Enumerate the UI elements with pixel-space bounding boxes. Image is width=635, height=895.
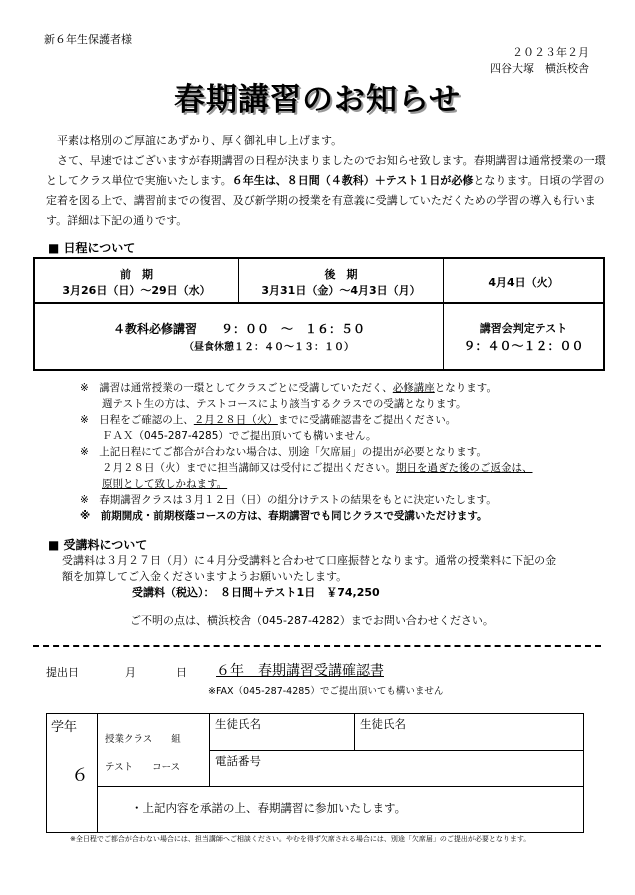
intro-required: ６年生は、８日間（４教科）＋テスト１日が必修 (231, 174, 474, 187)
fee-line2: 額を加算してご入金くださいますようお願いいたします。 (62, 570, 348, 583)
form-title: ６年 春期講習受講確認書 (216, 663, 384, 679)
notes (80, 380, 600, 524)
test-date: 4月4日（火） (488, 276, 559, 289)
lunch-break: （昼食休憩１２：４０～１３：１０） (184, 342, 354, 353)
schedule-table (33, 257, 605, 371)
fee-amount: 受講料（税込）： ８日間＋テスト1日 ￥74,250 (132, 586, 380, 599)
recipient: 新６年生保護者様 (44, 33, 132, 46)
note-3-line2b: 期日を過ぎた後のご返金は、 (396, 462, 533, 474)
note-2b: ２月２８日（火） (193, 414, 278, 426)
fee-heading: ■ 受講料について (48, 538, 148, 552)
class-label: 授業クラス 組 (105, 734, 181, 745)
student-name-label-2[interactable]: 生徒氏名 (360, 717, 406, 731)
note-3-line2a: ２月２８日（火）までに担当講師又は受付にご提出ください。 (102, 462, 396, 474)
issue-date: ２０２３年２月 (512, 46, 589, 59)
contact-info: ご不明の点は、横浜校舎（045-287-4282）までお問い合わせください。 (130, 614, 494, 627)
page-title: 春期講習のお知らせ (173, 82, 462, 118)
consent-statement: ・上記内容を承諾の上、春期講習に参加いたします。 (131, 801, 407, 815)
note-2 (80, 412, 600, 428)
day-label: 日 (176, 666, 187, 679)
second-term-label: 後 期 (324, 268, 358, 281)
submit-date-label: 提出日 (46, 666, 79, 679)
note-1c: となります。 (434, 382, 497, 394)
intro-body-c: となります。日頃の学習の定着を図る上で、講習前までの復習、及び新学期の授業を有意義に受講していただくための学習の導入も行います。詳細は下記の通りです。 (46, 174, 605, 227)
fee-line1: 受講料は３月２７日（月）に４月分受講料と合わせて口座振替となります。通常の授業料に下記の金 (62, 554, 557, 567)
note-1-line2: 週テスト生の方は、テストコースにより該当するクラスでの受講となります。 (102, 398, 467, 410)
note-2a: ※ 日程をご確認の上、 (80, 414, 194, 426)
note-2-line2: ＦＡＸ（045-287-4285）でご提出頂いても構いません。 (102, 430, 377, 442)
footer-note: ※全日程でご都合が合わない場合には、担当講師へご相談ください。やむを得ず欠席される場合には、別途「欠席届」のご提出が必要となります。 (70, 835, 531, 843)
confirmation-form (46, 713, 584, 833)
second-term-dates: 3月31日（金）～4月3日（月） (261, 284, 421, 297)
note-3-line2 (80, 460, 600, 476)
test-time: ９：４０～１２：００ (463, 339, 584, 353)
required-course: ４教科必修講習 ９：００ ～ １６：５０ (112, 322, 365, 336)
intro-body-a: さて、早速ではございますが春期講習の日程が決まりましたのでお知らせ致します。春期講習は通常授業の一環としてクラス単位で実施いたします。 (46, 154, 606, 187)
intro (46, 131, 606, 231)
note-1a: ※ 講習は通常授業の一環としてクラスごとに受講していただく、 (80, 382, 393, 394)
test-course-label: テスト コース (105, 762, 181, 773)
test-name: 講習会判定テスト (479, 322, 568, 335)
sender: 四谷大塚 横浜校舎 (490, 62, 589, 75)
month-label: 月 (125, 666, 136, 679)
note-2c: までに受講確認書をご提出ください。 (277, 414, 457, 426)
intro-body (46, 151, 606, 231)
note-1 (80, 380, 600, 396)
note-5: ※ 前期開成・前期桜蔭コースの方は、春期講習でも同じクラスで受講いただけます。 (80, 510, 488, 522)
grade-value: ６ (71, 765, 89, 786)
grade-label: 学年 (51, 720, 78, 735)
first-term-dates: 3月26日（日）～29日（水） (62, 284, 211, 297)
intro-greeting: 平素は格別のご厚誼にあずかり、厚く御礼申し上げます。 (57, 134, 343, 147)
note-3: ※ 上記日程にてご都合が合わない場合は、別途「欠席届」の提出が必要となります。 (80, 446, 487, 458)
student-name-label-1[interactable]: 生徒氏名 (215, 717, 261, 731)
first-term-label: 前 期 (120, 268, 153, 281)
schedule-heading: ■ 日程について (48, 241, 136, 255)
cut-line (33, 645, 601, 647)
phone-label[interactable]: 電話番号 (215, 754, 261, 768)
note-3-line3: 原則として致しかねます。 (102, 478, 228, 490)
note-4: ※ 春期講習クラスは３月１２日（日）の組分けテストの結果をもとに決定いたします。 (80, 494, 497, 506)
fax-note: ※FAX（045-287-4285）でご提出頂いても構いません (208, 686, 444, 697)
note-1b: 必修講座 (392, 382, 435, 394)
